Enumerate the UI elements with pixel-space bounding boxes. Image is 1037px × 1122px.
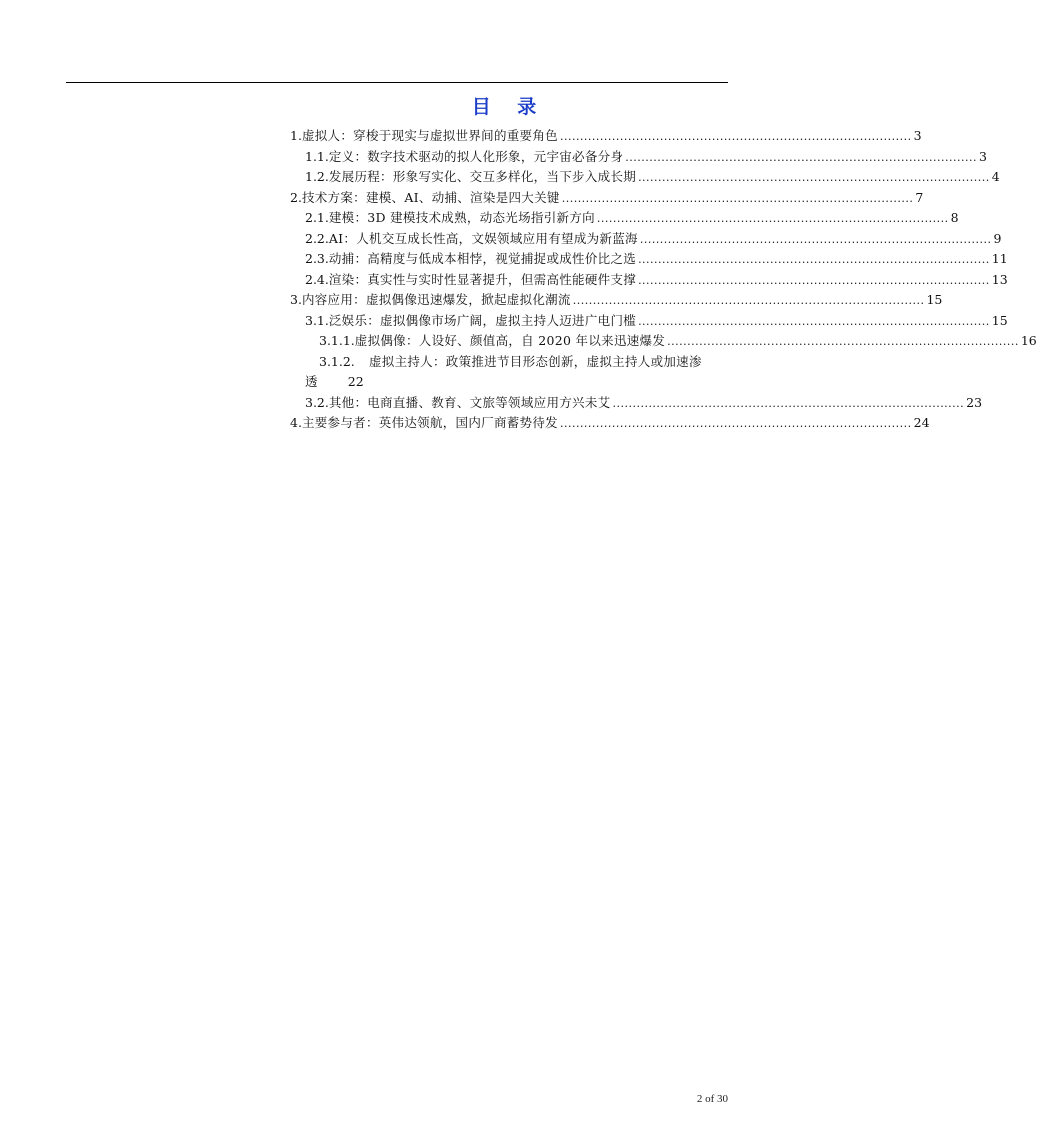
toc-entry-2-1[interactable] — [290, 208, 959, 229]
toc-entry-number: 1.1. — [305, 148, 329, 164]
toc-entry-1-1[interactable] — [290, 147, 987, 168]
toc-entry-label: 发展历程：形象写实化、交互多样化，当下步入成长期 — [328, 169, 637, 184]
toc-entry-label: 泛娱乐：虚拟偶像市场广阔，虚拟主持人迈进广电门槛 — [328, 312, 637, 328]
toc-entry-page: 8 — [950, 210, 959, 225]
toc-dot-leader: ........................................................................................ — [612, 396, 965, 410]
toc-entry-number: 4. — [290, 415, 302, 430]
toc-entry-number: 2.1. — [305, 210, 329, 225]
header-rule — [66, 82, 728, 83]
toc-entry-label: 主要参与者：英伟达领航，国内厂商蓄势待发 — [301, 415, 558, 430]
toc-entry-label: 技术方案：建模、AI、动捕、渲染是四大关键 — [301, 189, 560, 205]
toc-dot-leader: ........................................................................................ — [638, 273, 990, 287]
toc-entry-1-2[interactable] — [290, 167, 1000, 188]
toc-entry-2[interactable] — [290, 188, 924, 209]
toc-entry-number: 1.2. — [305, 169, 329, 184]
toc-entry-number: 3.2. — [305, 394, 329, 410]
toc-entry-page: 24 — [913, 415, 930, 430]
toc-entry-label: 虚拟主持人：政策推进节目形态创新，虚拟主持人或加速渗 — [368, 353, 702, 369]
page-indicator: 2 of 30 — [696, 1093, 728, 1105]
toc-entry-page: 11 — [991, 251, 1008, 266]
toc-entry-3[interactable] — [290, 290, 943, 311]
toc-entry-label: 虚拟人：穿梭于现实与虚拟世界间的重要角色 — [301, 128, 558, 143]
toc-entry-3-2[interactable] — [290, 393, 983, 414]
toc-entry-number: 3. — [290, 292, 302, 307]
toc-entry-number: 3.1.1. — [319, 333, 355, 348]
toc-entry-page: 22 — [347, 374, 364, 389]
toc-dot-leader: ........................................................................................ — [561, 191, 914, 205]
toc-entry-label: 渲染：真实性与实时性显著提升，但需高性能硬件支撑 — [328, 271, 637, 287]
toc-dot-leader: ........................................................................................ — [667, 335, 1019, 348]
toc-entry-number: 2.4. — [305, 271, 329, 287]
toc-dot-leader: ........................................................................................ — [639, 232, 992, 246]
toc-title: 目 录 — [471, 96, 547, 118]
toc-entry-label: 建模：3D 建模技术成熟，动态光场指引新方向 — [328, 210, 595, 225]
toc-entry-page: 9 — [993, 230, 1002, 246]
toc-dot-leader: ........................................................................................ — [559, 130, 912, 143]
toc-entry-3-1[interactable] — [290, 311, 1008, 332]
toc-entry-number: 2. — [290, 189, 302, 205]
toc-dot-leader: ........................................................................................ — [625, 150, 977, 164]
toc-entry-3-1-2[interactable] — [290, 352, 728, 393]
toc-entry-2-3[interactable] — [290, 249, 1008, 270]
table-of-contents — [290, 126, 1037, 434]
toc-entry-1[interactable] — [290, 126, 922, 147]
toc-entry-number: 1. — [290, 128, 302, 143]
toc-dot-leader: ........................................................................................ — [638, 253, 990, 266]
toc-entry-page: 4 — [991, 169, 1000, 184]
toc-entry-page: 23 — [966, 394, 983, 410]
toc-entry-number: 2.3. — [305, 251, 329, 266]
toc-entry-number: 2.2. — [305, 230, 329, 246]
toc-dot-leader: ........................................................................................ — [638, 171, 990, 184]
toc-entry-label: 其他：电商直播、教育、文旅等领域应用方兴未艾 — [328, 394, 611, 410]
toc-entry-page: 15 — [926, 292, 943, 307]
toc-dot-leader: ........................................................................................ — [572, 294, 925, 307]
toc-entry-3-1-1[interactable] — [290, 331, 1037, 352]
toc-dot-leader: ........................................................................................ — [559, 417, 912, 430]
toc-entry-page: 16 — [1020, 333, 1037, 348]
toc-entry-label: 定义：数字技术驱动的拟人化形象，元宇宙必备分身 — [328, 148, 624, 164]
toc-dot-leader: ........................................................................................ — [596, 212, 949, 225]
toc-entry-2-4[interactable] — [290, 270, 1008, 291]
toc-entry-4[interactable] — [290, 413, 930, 434]
toc-entry-page: 3 — [978, 148, 987, 164]
toc-entry-page: 7 — [915, 189, 924, 205]
toc-entry-page: 3 — [913, 128, 922, 143]
toc-entry-label-continued: 透 — [305, 374, 318, 389]
toc-entry-number: 3.1. — [305, 312, 329, 328]
toc-dot-leader: ........................................................................................ — [638, 314, 990, 328]
toc-entry-2-2[interactable] — [290, 229, 1002, 250]
toc-entry-page: 13 — [991, 271, 1008, 287]
toc-entry-label: 动捕：高精度与低成本相悖，视觉捕捉或成性价比之选 — [328, 251, 637, 266]
toc-entry-label: 内容应用：虚拟偶像迅速爆发，掀起虚拟化潮流 — [301, 292, 571, 307]
toc-entry-label: AI：人机交互成长性高，文娱领域应用有望成为新蓝海 — [328, 230, 638, 246]
toc-entry-label: 虚拟偶像：人设好、颜值高，自 2020 年以来迅速爆发 — [354, 333, 666, 348]
toc-entry-page: 15 — [991, 312, 1008, 328]
toc-entry-number: 3.1.2. — [319, 353, 355, 369]
